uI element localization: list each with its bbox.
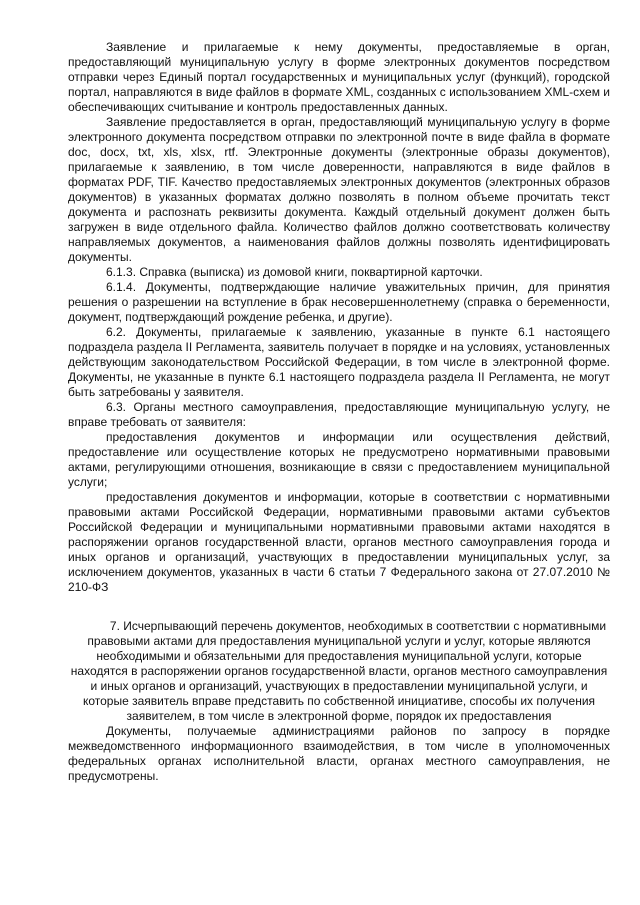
paragraph-6-3-item-1: предоставления документов и информации или осуществления действий, предоставление или осуществление которых не предусмотрено нормативными правовыми актами, регулирующими отношения, возникающие в связи с предоставлением муниципальной услуги;	[68, 430, 610, 489]
paragraph-6-2: 6.2. Документы, прилагаемые к заявлению, указанные в пункте 6.1 настоящего подраздела раздела II Регламента, заявитель получает в порядке и на условиях, установленных действующим законодательством Российской Федерации, в том числе в электронной форме. Документы, не указанные в пункте 6.1 настоящего подраздела раздела II Регламента, не могут быть затребованы у заявителя.	[68, 325, 610, 399]
paragraph-electronic-email: Заявление предоставляется в орган, предоставляющий муниципальную услугу в форме электронного документа посредством отправки по электронной почте в виде файла в формате doc, docx, txt, xls, xlsx, rtf. Электронные документы (электронные образы документов), прилагаемые к заявлению, в том числе доверенности, направляются в виде файлов в форматах PDF, TIF. Качество предоставляемых электронных документов (электронных образов документов) в указанных форматах должно позволять в полном объеме прочитать текст документа и распознать реквизиты документа. Каждый отдельный документ должен быть загружен в виде отдельного файла. Количество файлов должно соответствовать количеству направляемых документов, а наименования файлов должны позволять идентифицировать документы.	[68, 115, 610, 264]
paragraph-electronic-xml: Заявление и прилагаемые к нему документы, предоставляемые в орган, предоставляющий муниципальную услугу в форме электронных документов посредством отправки через Единый портал государственных и муниципальных услуг (функций), городской портал, направляются в виде файлов в формате XML, созданных с использованием XML-схем и обеспечивающих считывание и контроль предоставленных данных.	[68, 40, 610, 114]
paragraph-6-1-4: 6.1.4. Документы, подтверждающие наличие уважительных причин, для принятия решения о разрешении на вступление в брак несовершеннолетнему (справка о беременности, документ, подтверждающий рождение ребенка, и другие).	[68, 280, 610, 324]
document-page	[68, 40, 610, 784]
section-7-heading: 7. Исчерпывающий перечень документов, необходимых в соответствии с нормативными правовыми актами для предоставления муниципальной услуги и услуг, которые являются необходимыми и обязательными для предоставления муниципальной услуги, которые находятся в распоряжении органов государственной власти, органов местного самоуправления и иных органов и организаций, участвующих в предоставлении муниципальной услуги, и которые заявитель вправе представить по собственной инициативе, способы их получения заявителем, в том числе в электронной форме, порядок их предоставления	[70, 619, 608, 723]
paragraph-6-3: 6.3. Органы местного самоуправления, предоставляющие муниципальную услугу, не вправе требовать от заявителя:	[68, 400, 610, 429]
paragraph-6-1-3: 6.1.3. Справка (выписка) из домовой книги, поквартирной карточки.	[106, 265, 483, 279]
paragraph-section-7-closing: Документы, получаемые администрациями районов по запросу в порядке межведомственного информационного взаимодействия, в том числе в уполномоченных федеральных органах исполнительной власти, органах местного самоуправления, не предусмотрены.	[68, 724, 610, 783]
paragraph-6-3-item-2: предоставления документов и информации, которые в соответствии с нормативными правовыми актами Российской Федерации, нормативными правовыми актами субъектов Российской Федерации и муниципальными нормативными правовыми актами находятся в распоряжении органов государственной власти, органов местного самоуправления города и иных органов и организаций, участвующих в предоставлении муниципальных услуг, за исключением документов, указанных в части 6 статьи 7 Федерального закона от 27.07.2010 № 210-ФЗ	[68, 490, 610, 594]
